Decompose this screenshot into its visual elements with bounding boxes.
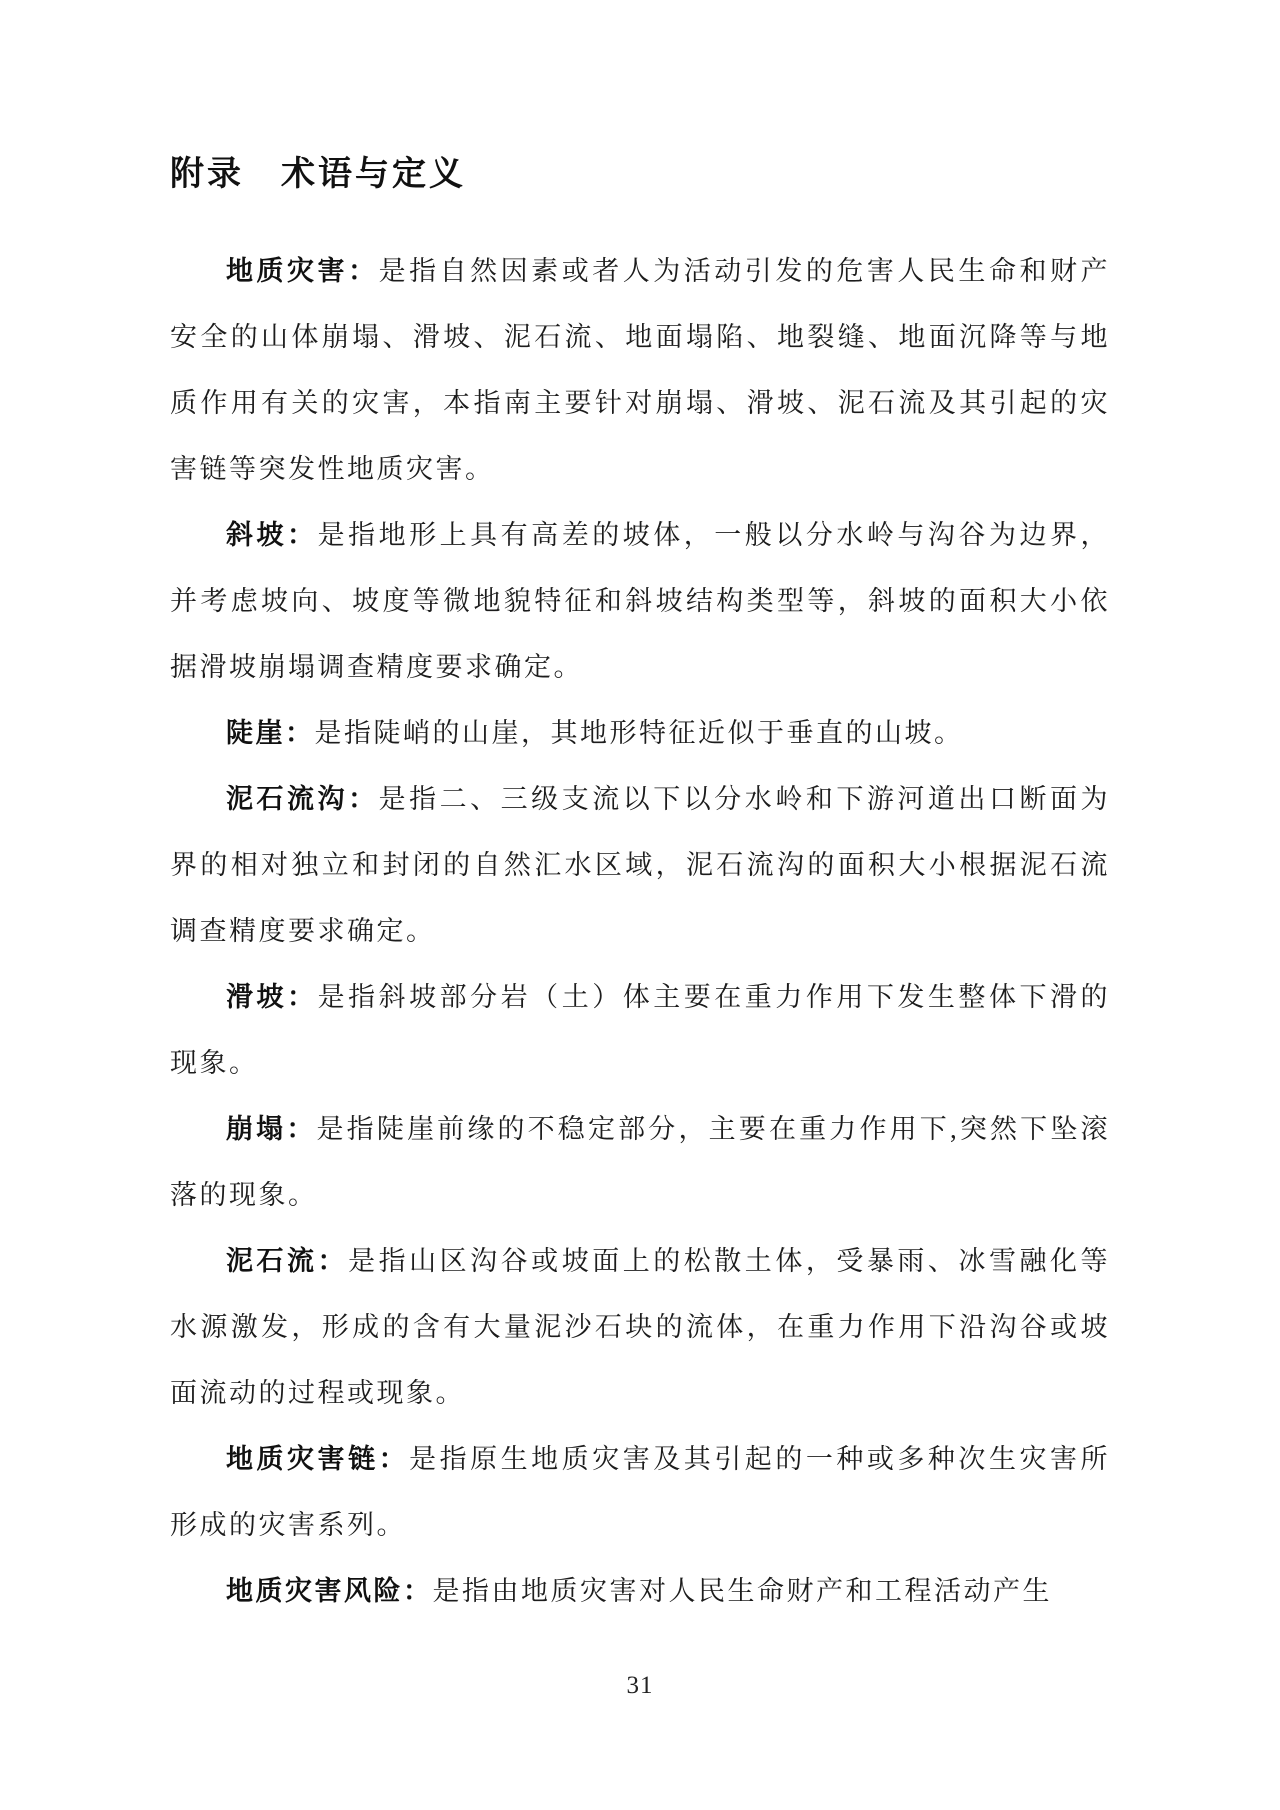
term-label: 地质灾害： [226, 256, 379, 286]
term-label: 地质灾害链： [226, 1444, 410, 1474]
term-definition: 是指二、三级支流以下以分水岭和下游河道出口断面为界的相对独立和封闭的自然汇水区域，泥石流沟的面积大小根据泥石流调查精度要求确定。 [170, 784, 1111, 946]
term-label: 斜坡： [226, 520, 318, 550]
term-label: 陡崖： [226, 718, 315, 748]
term-label: 崩塌： [226, 1114, 317, 1144]
term-label: 地质灾害风险： [226, 1576, 433, 1606]
term-label: 滑坡： [226, 982, 318, 1012]
definition-paragraph [170, 766, 1110, 964]
definition-paragraph [170, 964, 1110, 1096]
term-label: 泥石流沟： [226, 784, 379, 814]
term-definition: 是指斜坡部分岩（土）体主要在重力作用下发生整体下滑的现象。 [170, 982, 1111, 1078]
term-definition: 是指原生地质灾害及其引起的一种或多种次生灾害所形成的灾害系列。 [170, 1444, 1111, 1540]
page-title: 附录 术语与定义 [170, 155, 466, 193]
term-definition: 是指地形上具有高差的坡体，一般以分水岭与沟谷为边界，并考虑坡向、坡度等微地貌特征和斜坡结构类型等，斜坡的面积大小依据滑坡崩塌调查精度要求确定。 [170, 520, 1111, 682]
term-definition: 是指陡崖前缘的不稳定部分，主要在重力作用下,突然下坠滚落的现象。 [170, 1114, 1111, 1210]
page-number: 31 [626, 1672, 654, 1699]
definition-paragraph [170, 502, 1110, 700]
definition-paragraph [170, 1558, 1110, 1624]
definition-paragraph [170, 238, 1110, 502]
term-definition: 是指自然因素或者人为活动引发的危害人民生命和财产安全的山体崩塌、滑坡、泥石流、地面塌陷、地裂缝、地面沉降等与地质作用有关的灾害，本指南主要针对崩塌、滑坡、泥石流及其引起的灾害链等突发性地质灾害。 [170, 256, 1111, 484]
term-definition: 是指由地质灾害对人民生命财产和工程活动产生 [432, 1576, 1052, 1606]
term-definition: 是指山区沟谷或坡面上的松散土体，受暴雨、冰雪融化等水源激发，形成的含有大量泥沙石块的流体，在重力作用下沿沟谷或坡面流动的过程或现象。 [170, 1246, 1111, 1408]
definitions-list [170, 238, 1110, 1624]
definition-paragraph [170, 1228, 1110, 1426]
term-label: 泥石流： [226, 1246, 349, 1276]
definition-paragraph [170, 1426, 1110, 1558]
definition-paragraph [170, 700, 1110, 766]
term-definition: 是指陡峭的山崖，其地形特征近似于垂直的山坡。 [314, 718, 964, 748]
definition-paragraph [170, 1096, 1110, 1228]
